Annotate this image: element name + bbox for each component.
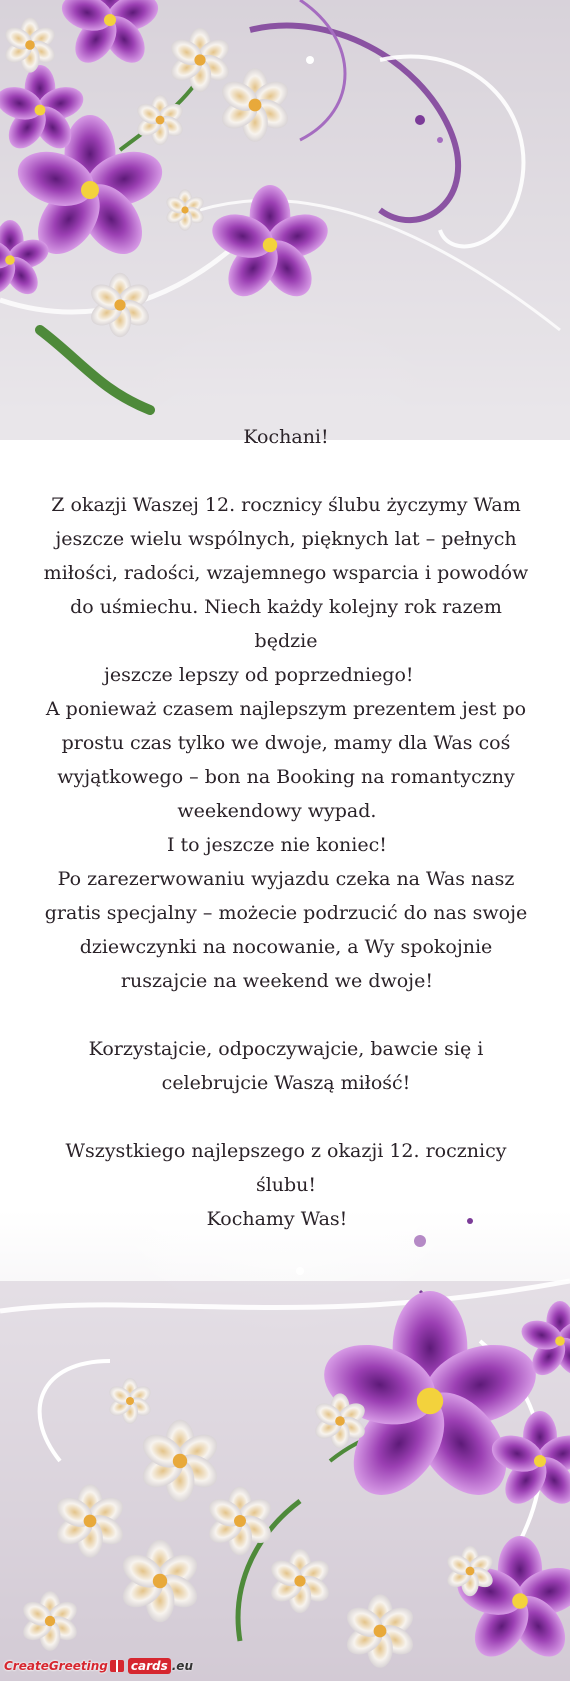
wishes-paragraph: Z okazji Waszej 12. rocznicy ślubu życzymy Wam jeszcze wielu wspólnych, pięknych lat – pełnych miłości, radości, wzajemnego wsparcia i powodów do uśmiechu. Niech każdy kolejny rok razem będzie [43, 494, 529, 652]
gift-paragraph: A ponieważ czasem najlepszym prezentem jest po prostu czas tylko we dwoje, mamy dla Was coś wyjątkowego – bon na Booking na romantyczny weekendowy wypad. [45, 698, 527, 822]
logo-text-cards: cards [128, 1658, 171, 1674]
celebrate-paragraph: Korzystajcie, odpoczywajcie, bawcie się i celebrujcie Waszą miłość! [88, 1038, 484, 1094]
logo-text-create: CreateGreeting [4, 1659, 108, 1673]
logo-text-domain: .eu [171, 1659, 193, 1673]
card-message [36, 420, 536, 1236]
wishes-paragraph-end: jeszcze lepszy od poprzedniego! [104, 664, 432, 686]
bonus-paragraph: Po zarezerwowaniu wyjazdu czeka na Was nasz gratis specjalny – możecie podrzucić do nas swoje dziewczynki na nocowanie, a Wy spokojnie ruszajcie na weekend we dwoje! [44, 868, 528, 992]
greeting-line: Kochani! [243, 426, 329, 448]
not-the-end-line: I to jeszcze nie koniec! [167, 834, 405, 856]
bottom-floral-decoration [0, 1161, 570, 1681]
site-logo[interactable] [4, 1655, 193, 1677]
gift-icon [110, 1660, 124, 1672]
top-floral-decoration [0, 0, 570, 440]
anniversary-wish-line: Wszystkiego najlepszego z okazji 12. rocznicy ślubu! [65, 1140, 507, 1196]
closing-line: Kochamy Was! [206, 1208, 366, 1230]
